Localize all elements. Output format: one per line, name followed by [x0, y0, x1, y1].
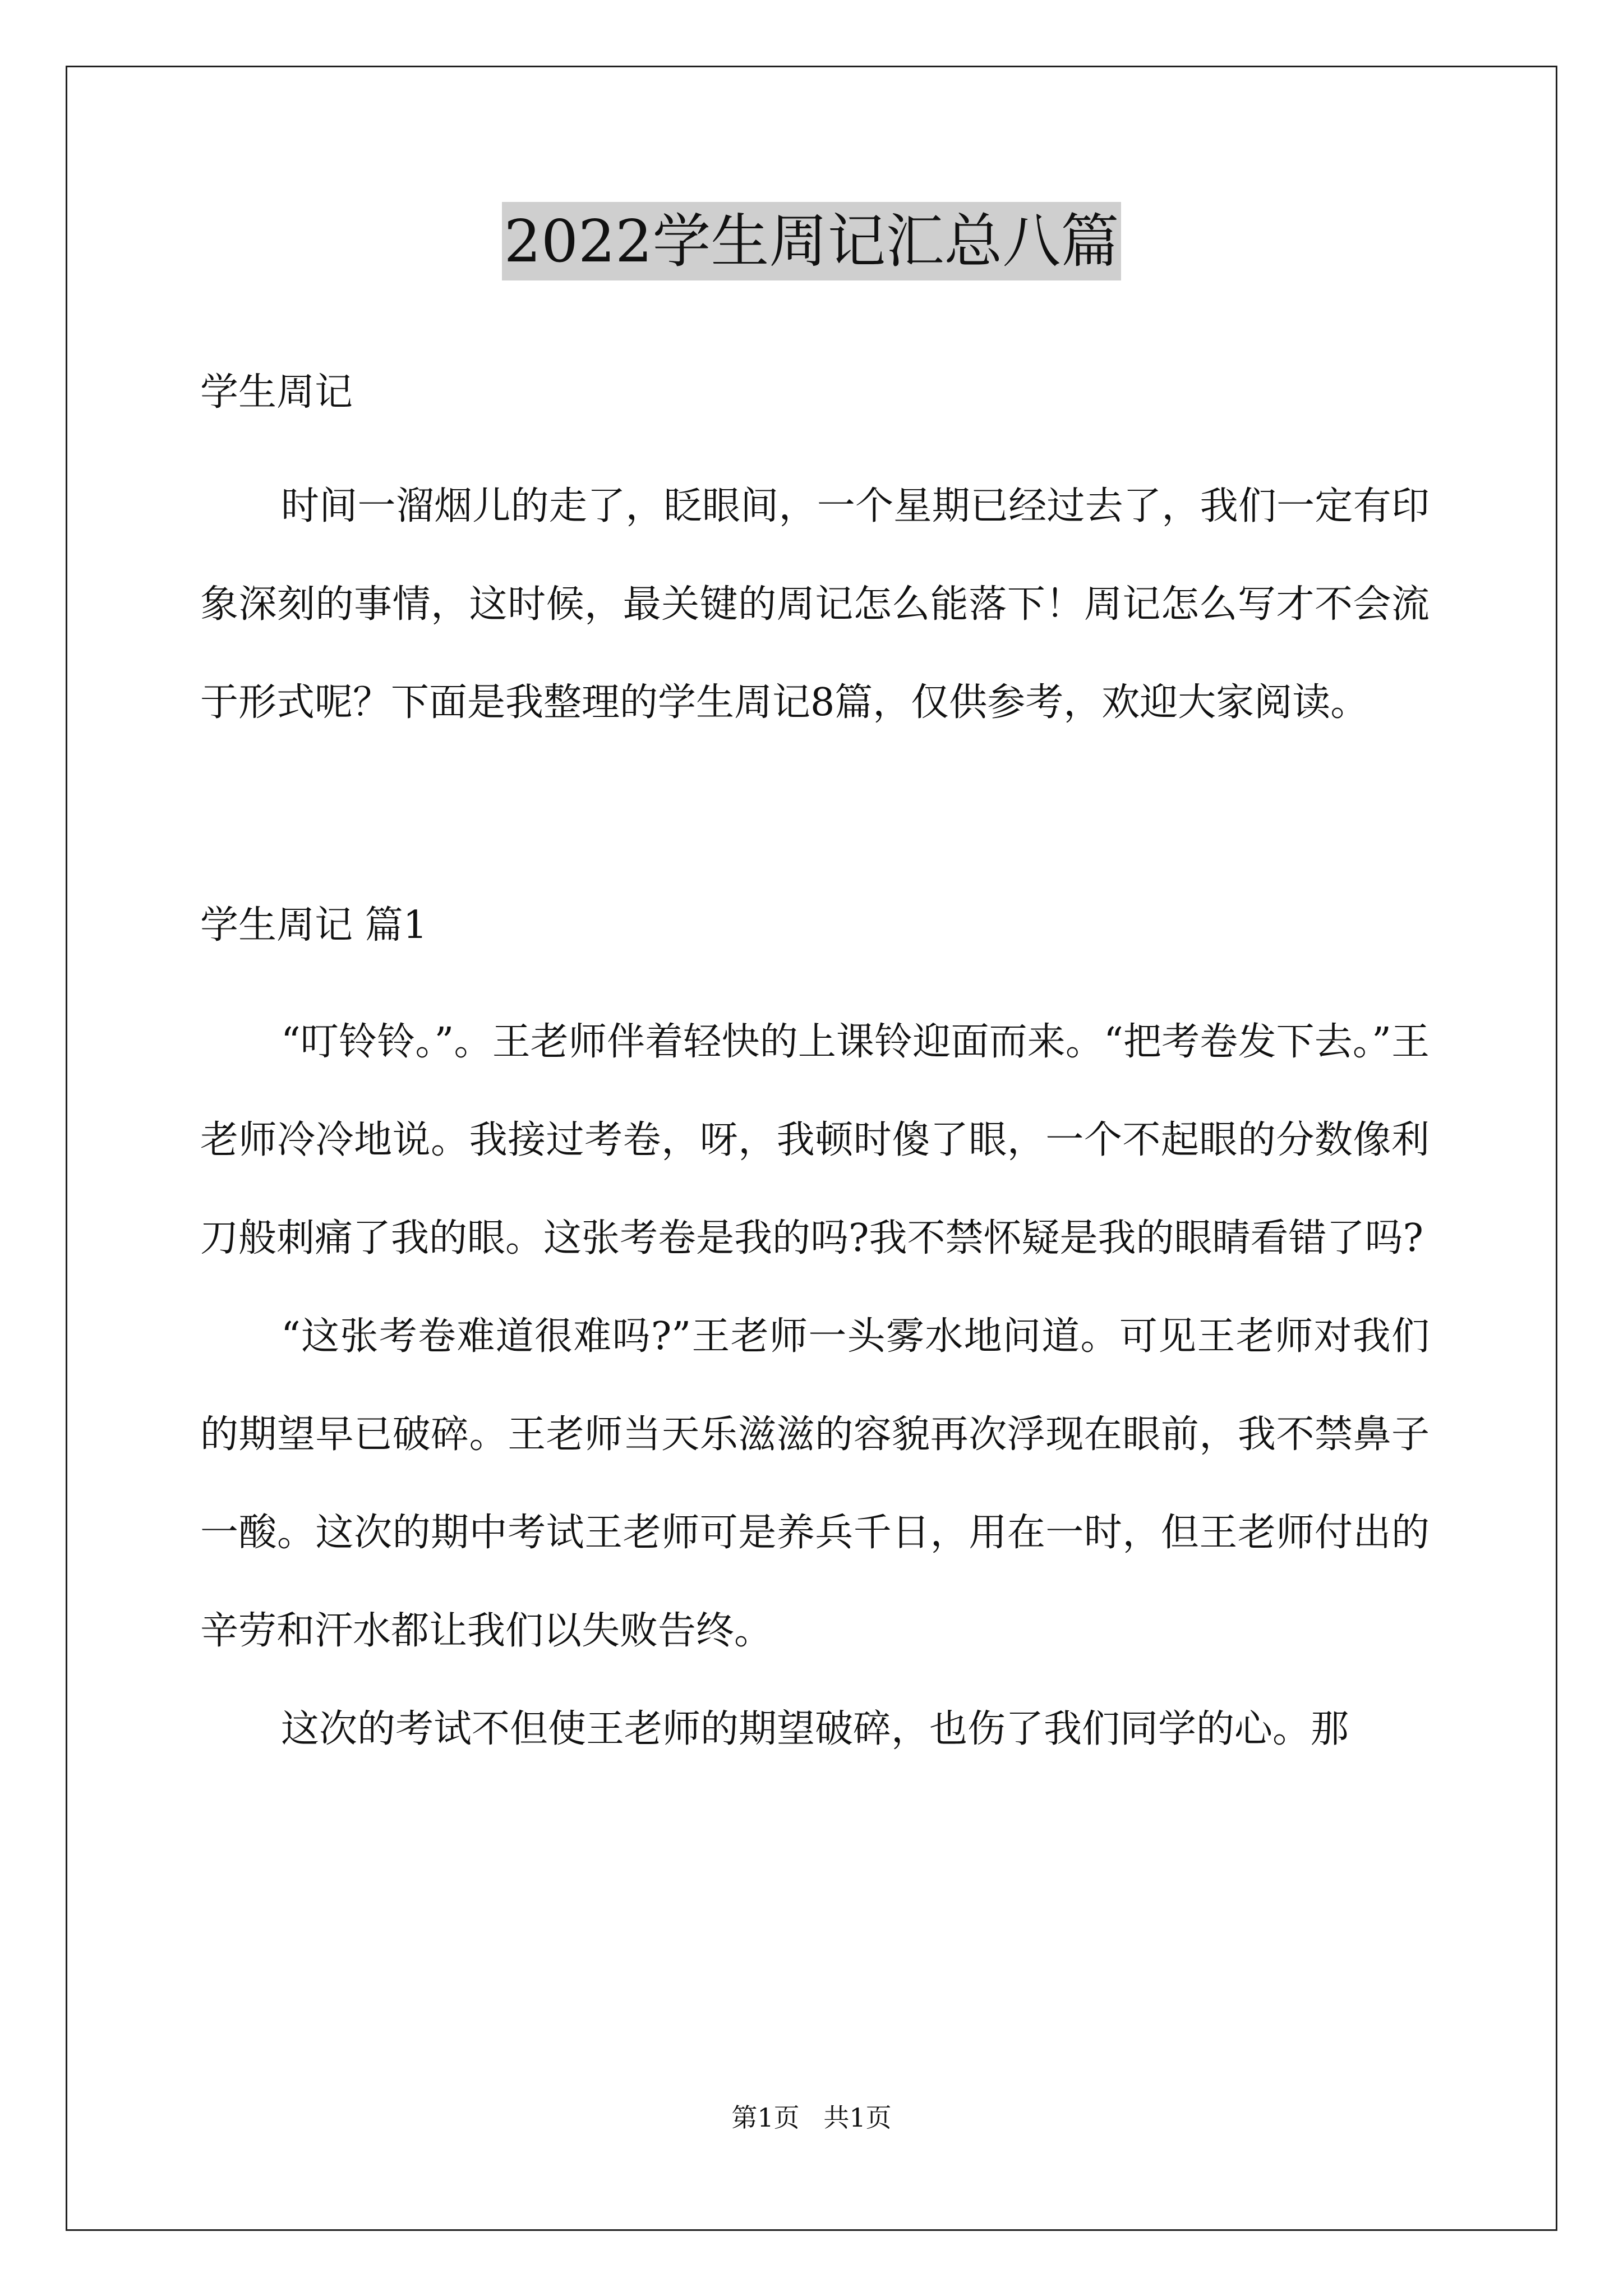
body-paragraph: 这次的考试不但使王老师的期望破碎，也伤了我们同学的心。那	[281, 1707, 1349, 1751]
page-number-total: 共1页	[823, 2102, 892, 2133]
section-heading: 学生周记 篇1	[200, 903, 427, 947]
body-paragraph: “叮铃铃。”。王老师伴着轻快的上课铃迎面而来。“把考卷发下去。”王老师冷冷地说。我接过考卷，呀，我顿时傻了眼，一个不起眼的分数像利刀般刺痛了我的眼。这张考卷是我的吗?我不禁怀疑是我的眼睛看错了吗?	[200, 1020, 1430, 1260]
title-container	[0, 202, 1623, 280]
body-paragraph: “这张考卷难道很难吗?”王老师一头雾水地问道。可见王老师对我们的期望早已破碎。王老师当天乐滋滋的容貌再次浮现在眼前，我不禁鼻子一酸。这次的期中考试王老师可是养兵千日，用在一时，但王老师付出的辛劳和汗水都让我们以失败告终。	[200, 1314, 1430, 1653]
intro-heading: 学生周记	[200, 370, 353, 415]
document-title: 2022学生周记汇总八篇	[502, 202, 1122, 280]
intro-paragraph: 时间一溜烟儿的走了，眨眼间，一个星期已经过去了，我们一定有印象深刻的事情，这时候，最关键的周记怎么能落下！周记怎么写才不会流于形式呢？下面是我整理的学生周记8篇，仅供参考，欢迎大家阅读。	[200, 484, 1430, 725]
document-body	[200, 337, 1430, 1778]
page-footer	[0, 2101, 1623, 2134]
page-number-current: 第1页	[731, 2102, 800, 2133]
